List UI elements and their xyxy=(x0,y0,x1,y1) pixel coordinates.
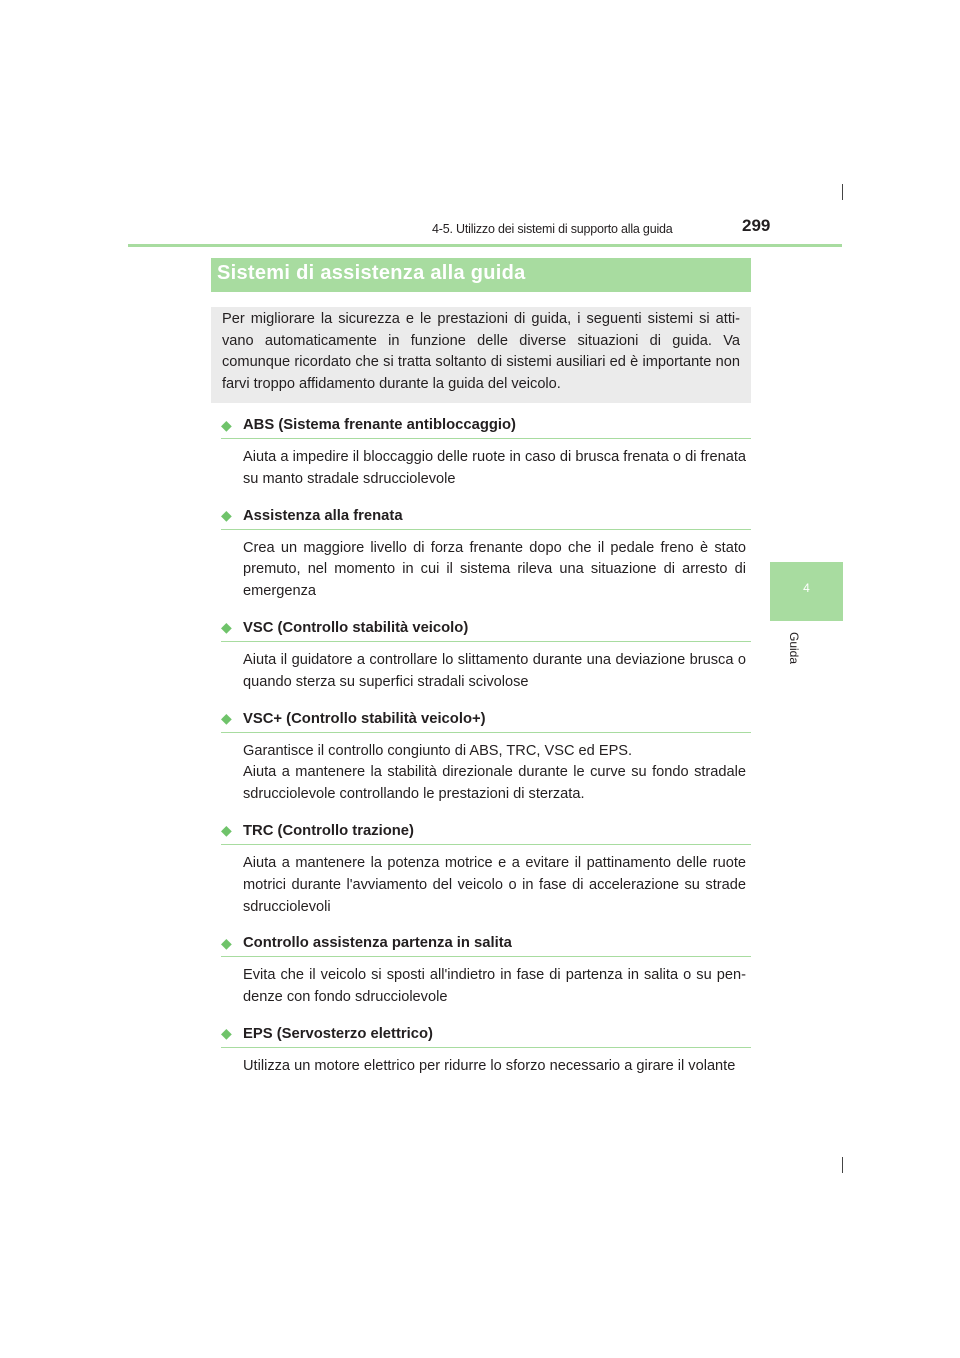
description-line: Evita che il veicolo si sposti all'indietro in fase di partenza in salita o su pen-denze con fondo sdrucciolevole xyxy=(243,967,746,1006)
list-item-heading xyxy=(221,931,751,957)
description-line: Aiuta a impedire il bloccaggio delle ruote in caso di brusca frenata o di frenata su manto stradale sdrucciolevole xyxy=(243,449,746,487)
section-title: Sistemi di assistenza alla guida xyxy=(211,258,751,292)
diamond-bullet-icon: ◆ xyxy=(221,822,232,839)
list-item-title: Controllo assistenza partenza in salita xyxy=(243,935,512,952)
description-line: Aiuta a mantenere la stabilità direzionale durante le curve su fondo stradale sdrucciolevole controllando le prestazioni di sterzata. xyxy=(243,764,746,803)
diamond-bullet-icon: ◆ xyxy=(221,1025,232,1042)
list-item xyxy=(221,413,751,491)
description-line: Crea un maggiore livello di forza frenante dopo che il pedale freno è stato premuto, nel momento in cui il sistema rileva una situazione di arresto di emergenza xyxy=(243,539,746,600)
list-item-title: VSC (Controllo stabilità veicolo) xyxy=(243,619,469,636)
list-item-description xyxy=(243,853,746,918)
list-item-title: EPS (Servosterzo elettrico) xyxy=(243,1025,433,1042)
description-line: Aiuta il guidatore a controllare lo slittamento durante una deviazione brusca o quando sterza su superfici stradali scivolose xyxy=(243,651,746,690)
list-item xyxy=(221,616,751,694)
diamond-bullet-icon: ◆ xyxy=(221,710,232,727)
chapter-label: Guida xyxy=(787,632,801,665)
list-item xyxy=(221,931,751,1009)
diamond-bullet-icon: ◆ xyxy=(221,416,232,433)
diamond-bullet-icon: ◆ xyxy=(221,619,232,636)
intro-box: Per migliorare la sicurezza e le prestazioni di guida, i seguenti sistemi si atti-vano automaticamente in funzione delle diverse situazioni di guida. Va comunque ricordato che si tratta soltanto di sistemi ausiliari ed è importante non farvi troppo affidamento durante la guida del veicolo. xyxy=(211,307,751,403)
list-item-heading xyxy=(221,504,751,530)
page-number: 299 xyxy=(742,216,771,235)
crop-mark-top xyxy=(842,184,843,200)
list-item-title: Assistenza alla frenata xyxy=(243,507,403,524)
list-item-description xyxy=(243,741,746,806)
diamond-bullet-icon: ◆ xyxy=(221,934,232,951)
header-section-title: 4-5. Utilizzo dei sistemi di supporto alla guida xyxy=(432,222,673,236)
list-item-heading xyxy=(221,707,751,733)
list-item xyxy=(221,1022,751,1078)
diamond-bullet-icon: ◆ xyxy=(221,507,232,524)
chapter-tab xyxy=(770,562,843,621)
description-line: Utilizza un motore elettrico per ridurre lo sforzo necessario a girare il volante xyxy=(243,1057,736,1074)
list-item-title: VSC+ (Controllo stabilità veicolo+) xyxy=(243,710,486,727)
list-item xyxy=(221,707,751,806)
crop-mark-bottom xyxy=(842,1157,843,1173)
list-item-heading xyxy=(221,616,751,642)
list-item xyxy=(221,504,751,603)
header-rule xyxy=(128,244,842,247)
chapter-number: 4 xyxy=(803,581,810,595)
list-item-title: ABS (Sistema frenante antibloccaggio) xyxy=(243,417,516,433)
list-item-title: TRC (Controllo trazione) xyxy=(243,822,414,839)
list-item-heading xyxy=(221,1022,751,1048)
list-item-description xyxy=(243,650,746,694)
list-item xyxy=(221,819,751,918)
list-item-heading xyxy=(221,819,751,845)
list-item-description xyxy=(243,447,746,491)
list-item-description xyxy=(243,1056,746,1078)
list-item-description xyxy=(243,538,746,603)
list-item-description xyxy=(243,965,746,1009)
systems-list xyxy=(221,413,751,1091)
description-line: Garantisce il controllo congiunto di ABS, TRC, VSC ed EPS. xyxy=(243,742,633,759)
list-item-heading xyxy=(221,413,751,439)
description-line: Aiuta a mantenere la potenza motrice e a evitare il pattinamento delle ruote motrici durante l'avviamento del veicolo o in fase di accelerazione su strade sdrucciolevoli xyxy=(243,854,746,915)
